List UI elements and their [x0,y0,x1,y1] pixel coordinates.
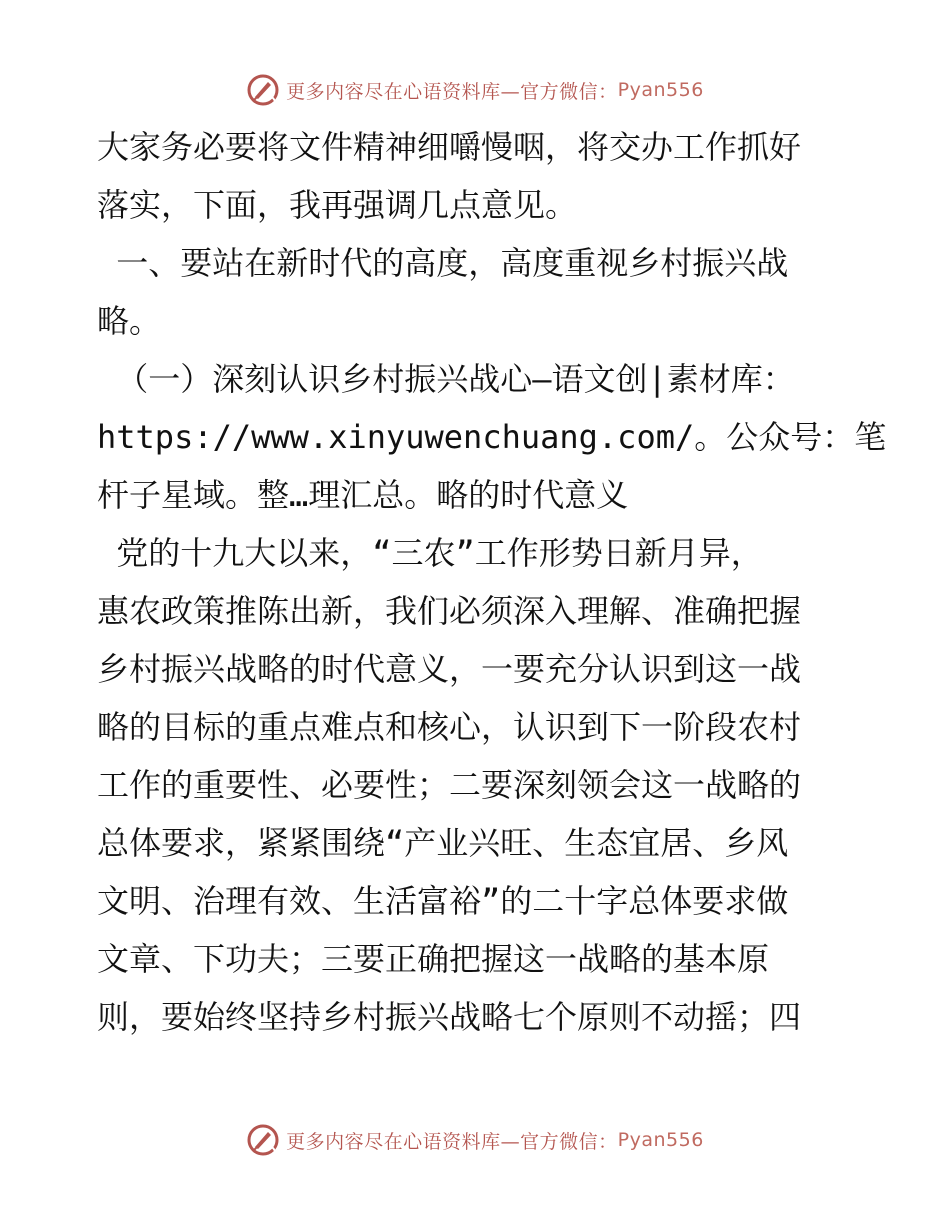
text-line: 大家务必要将文件精神细嚼慢咽，将交办工作抓好 [97,128,802,166]
text-line: 则，要始终坚持乡村振兴战略七个原则不动摇；四 [97,998,802,1036]
header-watermark [0,70,950,110]
quill-seal-icon [246,73,280,107]
watermark-text: 更多内容尽在心语资料库—官方微信： [286,1130,618,1153]
subsection-heading-line: https://www.xinyuwenchuang.com/。公众号：笔 [97,418,887,456]
text-line: 工作的重要性、必要性；二要深刻领会这一战略的 [97,766,802,804]
text-line: 惠农政策推陈出新，我们必须深入理解、准确把握 [97,592,802,630]
text-line: 乡村振兴战略的时代意义，一要充分认识到这一战 [97,650,802,688]
footer-watermark [0,1120,950,1160]
text-line: 略的目标的重点难点和核心，认识到下一阶段农村 [97,708,802,746]
text-line: 党的十九大以来，“三农”工作形势日新月异， [97,534,763,572]
watermark-text: 更多内容尽在心语资料库—官方微信： [286,80,618,103]
subsection-heading-line: 杆子星域。整…理汇总。略的时代意义 [97,476,629,514]
subsection-heading-line: （一）深刻认识乡村振兴战心—语文创|素材库： [97,360,795,398]
section-heading-line: 一、要站在新时代的高度，高度重视乡村振兴战 [97,244,789,282]
document-body [97,118,887,1046]
watermark-wechat-id: Pyan556 [617,79,704,101]
text-line: 落实，下面，我再强调几点意见。 [97,186,578,224]
section-heading-line: 略。 [97,302,162,340]
text-line: 文章、下功夫；三要正确把握这一战略的基本原 [97,940,770,978]
watermark-wechat-id: Pyan556 [617,1129,704,1151]
text-line: 总体要求，紧紧围绕“产业兴旺、生态宜居、乡风 [97,824,789,862]
quill-seal-icon [246,1123,280,1157]
text-line: 文明、治理有效、生活富裕”的二十字总体要求做 [97,882,789,920]
